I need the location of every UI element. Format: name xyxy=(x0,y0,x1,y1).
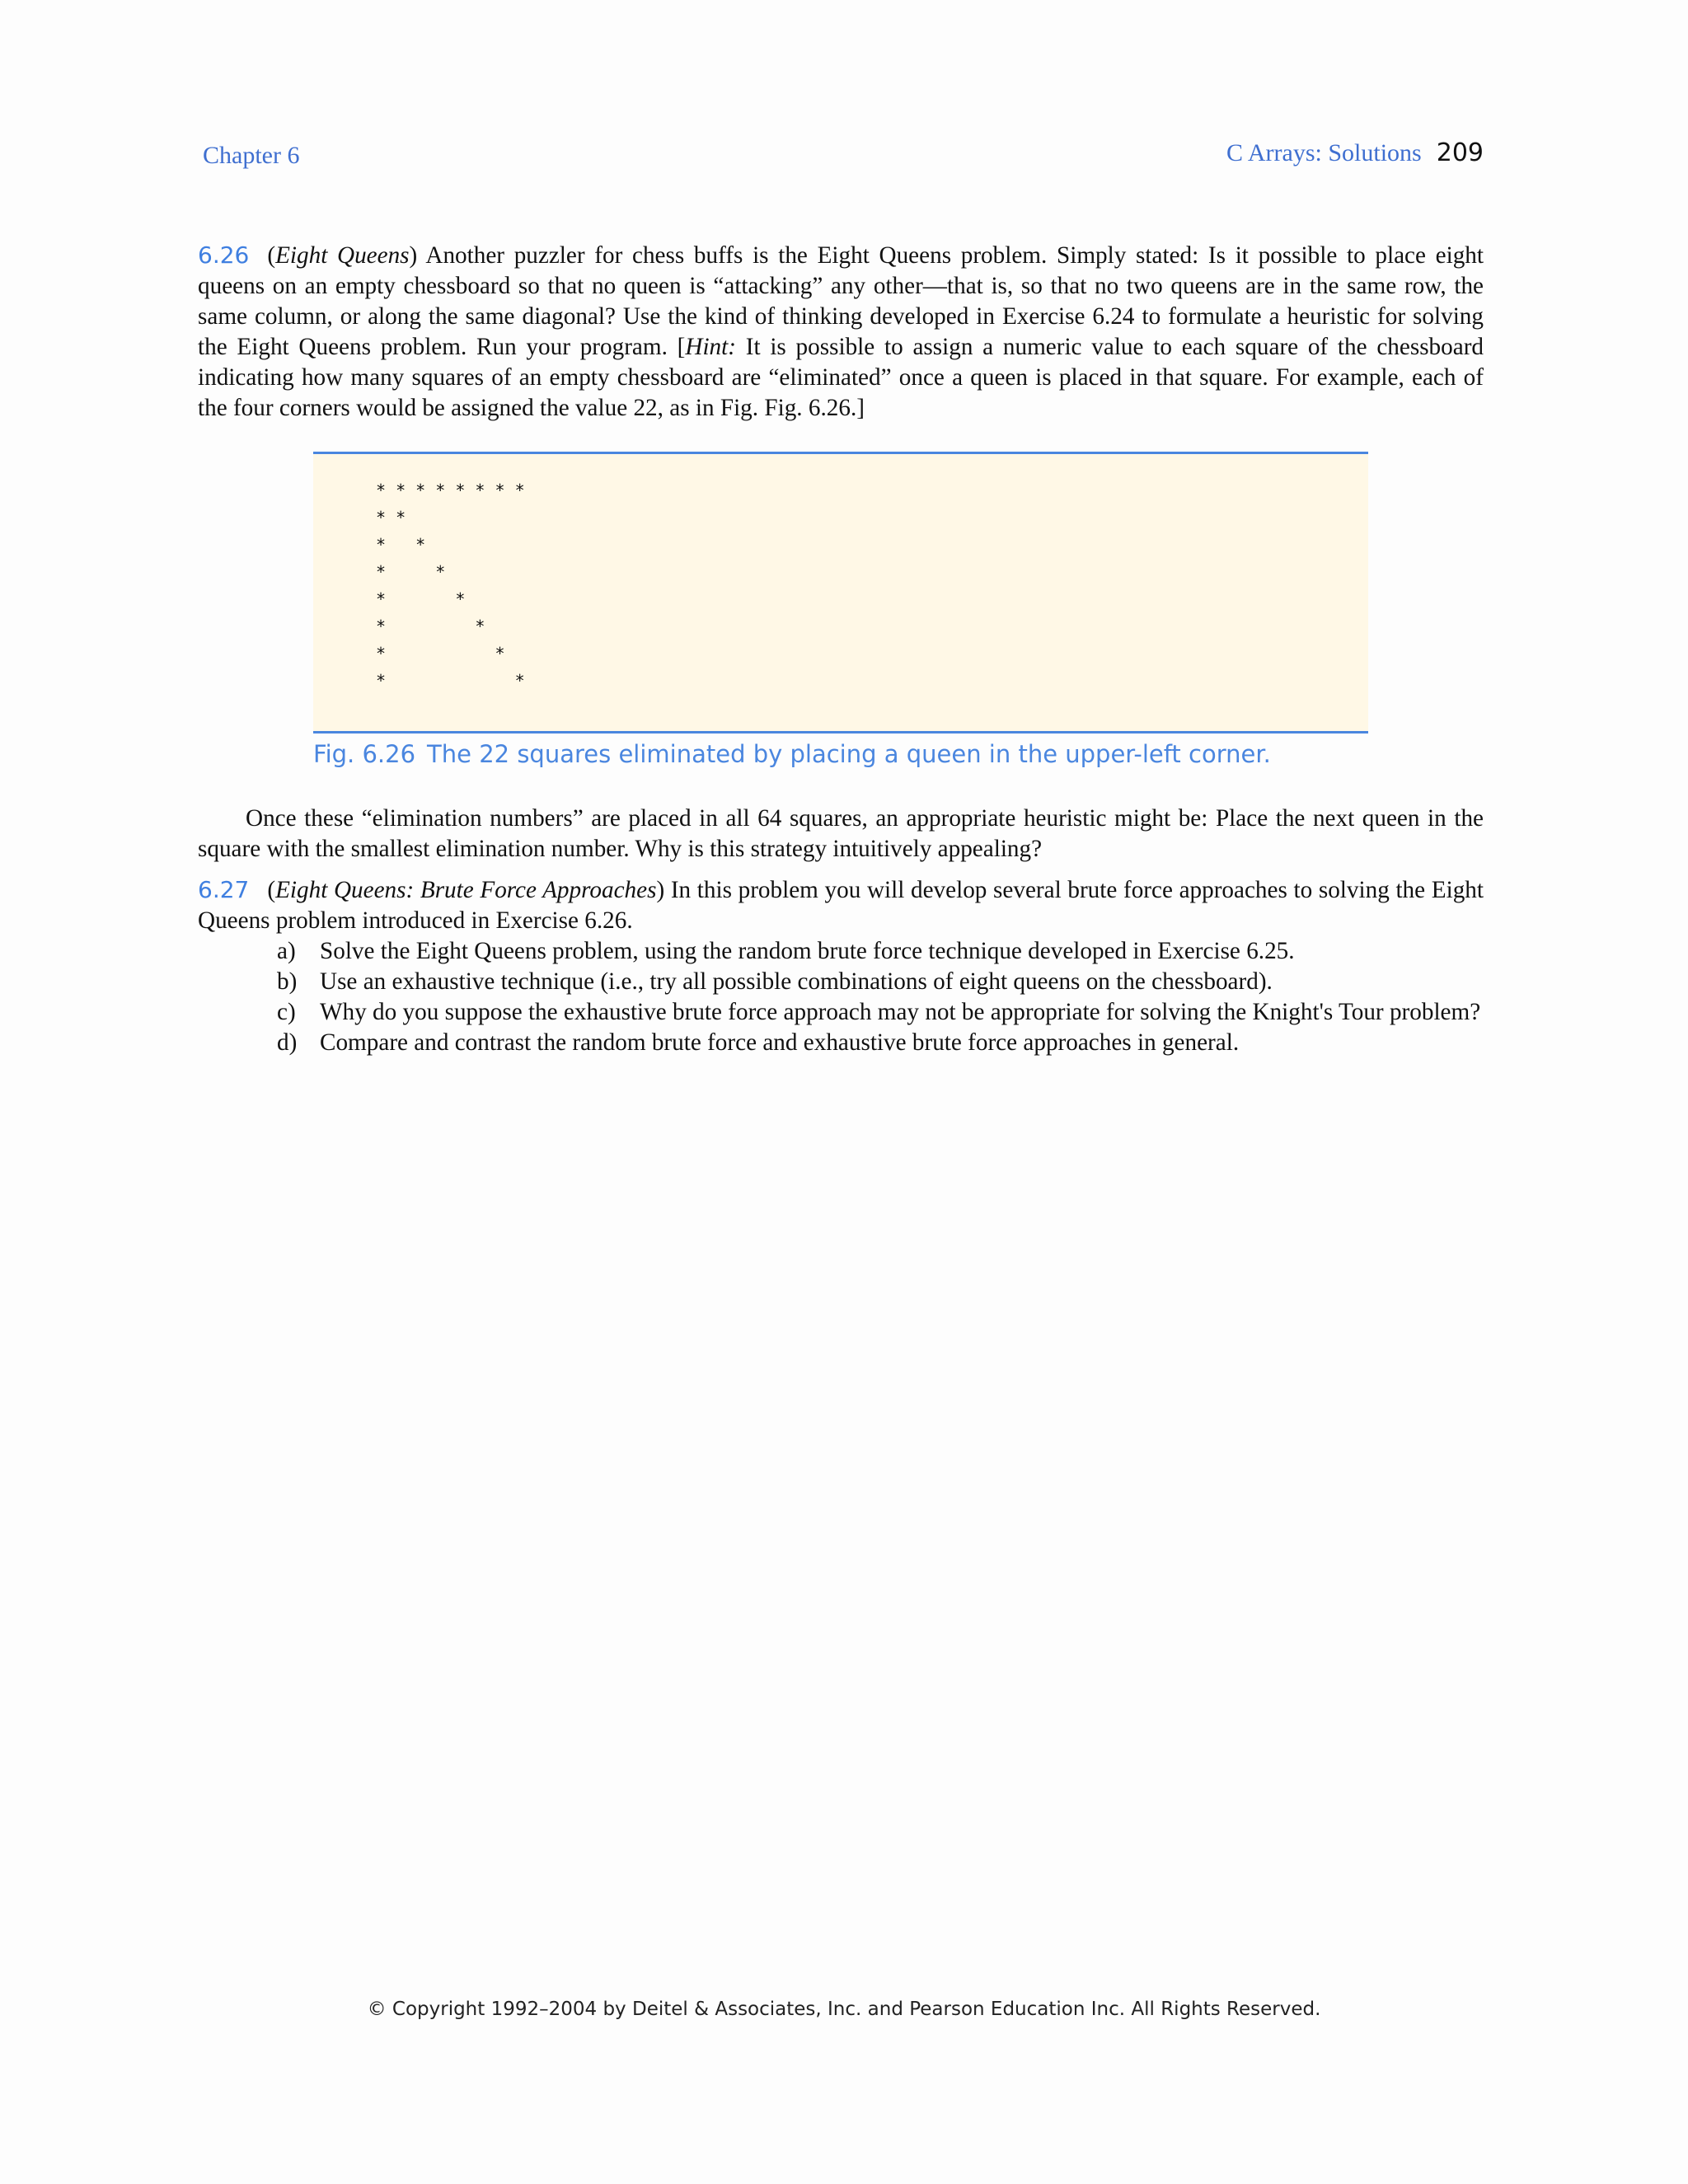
list-marker: b) xyxy=(277,968,298,995)
list-marker: d) xyxy=(277,1029,298,1056)
figure-caption xyxy=(313,740,1271,768)
exercise-title: Eight Queens: Brute Force Approaches xyxy=(275,877,657,903)
code-line: * * xyxy=(376,508,406,527)
list-marker: a) xyxy=(277,938,296,964)
code-line: * * xyxy=(376,671,525,691)
figure-caption-text: The 22 squares eliminated by placing a queen in the upper-left corner. xyxy=(427,740,1271,768)
exercise-title: Eight Queens xyxy=(275,242,410,269)
subquestion-list xyxy=(277,936,1484,1058)
chapter-header: Chapter 6 xyxy=(203,142,300,169)
exercise-number: 6.27 xyxy=(198,876,250,903)
section-title: C Arrays: Solutions xyxy=(1226,139,1422,166)
figure-code xyxy=(376,477,525,695)
list-item-text: Solve the Eight Queens problem, using the random brute force technique developed in Exercise 6.25. xyxy=(320,938,1295,964)
exercise-body-1: Another puzzler for chess buffs is the Eight Queens problem. Simply stated: Is it possible to place eight queens on an empty chessboard so that no queen is “attacking” any other—that is, so that no two queens are in the same row, the same column, or along the same diagonal? Use the kind of thinking developed in Exercise 6.24 to formulate a heuristic for solving the Eight Queens problem. Run your program. [ xyxy=(198,242,1484,360)
list-item xyxy=(277,967,1484,997)
section-header xyxy=(1226,138,1484,167)
list-item xyxy=(277,936,1484,967)
hint-label: Hint: xyxy=(685,334,736,360)
exercise-6-26: 6.26 (Eight Queens) Another puzzler for chess buffs is the Eight Queens problem. Simply stated: Is it possible to place eight queens on an empty chessboard so that no queen is “attacking” any other—that is, so that no two queens are in the same row, the same column, or along the same diagonal? Use the kind of thinking developed in Exercise 6.24 to formulate a heuristic for solving the Eight Queens problem. Run your program. [Hint: It is possible to assign a numeric value to each square of the chessboard indicating how many squares of an empty chessboard are “eliminated” once a queen is placed in that square. For example, each of the four corners would be assigned the value 22, as in Fig. Fig. 6.26.] xyxy=(198,241,1484,421)
code-line: * * xyxy=(376,589,466,609)
copyright-footer: © Copyright 1992–2004 by Deitel & Associates, Inc. and Pearson Education Inc. All Rights Reserved. xyxy=(367,1999,1321,2020)
figure-code-box xyxy=(313,452,1368,733)
exercise-body: In this problem you will develop several brute force approaches to solving the Eight Queens problem introduced in Exercise 6.26. xyxy=(198,877,1484,934)
code-line: * * xyxy=(376,616,485,636)
exercise-body-2: It is possible to assign a numeric value to each square of the chessboard indicating how many squares of an empty chessboard are “eliminated” once a queen is placed in that square. For example, each of the four corners would be assigned the value 22, as in Fig. Fig. 6.26.] xyxy=(198,334,1484,421)
figure-label: Fig. 6.26 xyxy=(313,740,416,768)
exercise-6-27: 6.27 (Eight Queens: Brute Force Approaches) In this problem you will develop several brute force approaches to solving the Eight Queens problem introduced in Exercise 6.26. xyxy=(198,876,1484,934)
code-line: * * xyxy=(376,644,505,663)
list-item xyxy=(277,1028,1484,1058)
code-line: * * xyxy=(376,562,446,582)
code-line: * * xyxy=(376,535,426,555)
after-figure-paragraph: Once these “elimination numbers” are placed in all 64 squares, an appropriate heuristic might be: Place the next queen in the square with the smallest elimination number. Why is this strategy intuitively appealing? xyxy=(198,805,1484,862)
page-number: 209 xyxy=(1436,138,1484,167)
list-item-text: Compare and contrast the random brute force and exhaustive brute force approaches in general. xyxy=(320,1029,1240,1056)
list-marker: c) xyxy=(277,999,296,1025)
list-item-text: Use an exhaustive technique (i.e., try all possible combinations of eight queens on the chessboard). xyxy=(320,968,1273,995)
list-item-text: Why do you suppose the exhaustive brute force approach may not be appropriate for solving the Knight's Tour problem? xyxy=(320,999,1481,1025)
list-item xyxy=(277,997,1484,1028)
exercise-number: 6.26 xyxy=(198,241,250,269)
code-line: * * * * * * * * xyxy=(376,480,525,500)
